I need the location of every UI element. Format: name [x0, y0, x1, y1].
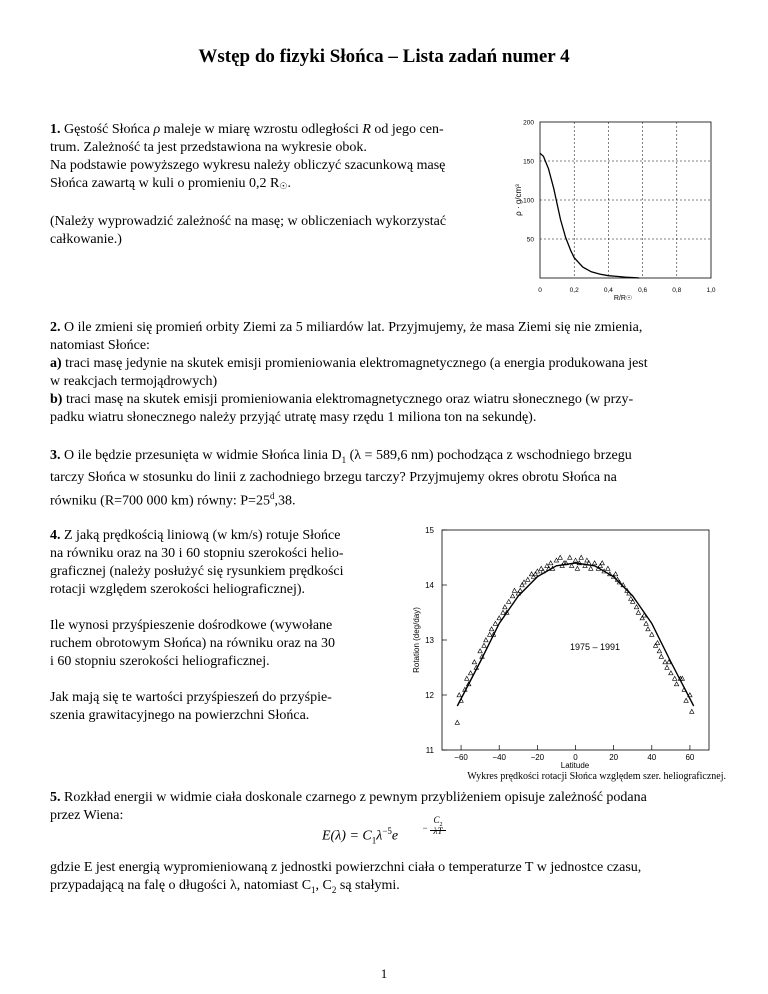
data-point — [646, 627, 650, 631]
x-tick-label: 60 — [685, 753, 695, 762]
density-chart — [505, 112, 725, 307]
text: Rozkład energii w widmie ciała doskonale czarnego z pewnym przybliżeniem opisuje zależność podana — [60, 790, 647, 805]
data-point — [558, 555, 562, 559]
density-curve — [540, 153, 639, 278]
data-point — [579, 555, 583, 559]
data-point — [510, 594, 514, 598]
data-point — [592, 561, 596, 565]
subscript: 1 — [311, 884, 316, 895]
text-line: szenia grawitacyjnego na powierzchni Słońca. — [50, 708, 310, 723]
x-tick-label: −40 — [492, 753, 507, 762]
item-label: b) — [50, 392, 63, 407]
text-line: całkowanie.) — [50, 232, 122, 247]
fraction-numerator: C — [433, 815, 440, 825]
y-tick-labels — [523, 120, 534, 244]
x-tick-label: 20 — [609, 753, 619, 762]
text-line: natomiast Słońce: — [50, 338, 150, 353]
data-point — [489, 627, 493, 631]
y-tick-label: 200 — [523, 119, 534, 127]
y-tick-label: 13 — [425, 636, 434, 645]
x-tick-label: 0,2 — [569, 287, 579, 294]
data-point — [613, 572, 617, 576]
axis-ticks — [442, 530, 690, 750]
text: (λ = 589,6 nm) pochodząca z wschodniego brzegu — [346, 448, 632, 463]
y-tick-label: 12 — [425, 691, 434, 700]
year-range-annotation: 1975 – 1991 — [570, 642, 621, 652]
data-point — [690, 709, 694, 713]
data-point — [575, 566, 579, 570]
rotation-chart-caption: Wykres prędkości rotacji Słońca względem szer. heliograficznej. — [467, 771, 726, 782]
text-line: trum. Zależność ta jest przedstawiona na wykresie obok. — [50, 140, 367, 155]
data-point — [665, 665, 669, 669]
text: od jego cen- — [370, 122, 444, 137]
x-tick-labels — [538, 287, 716, 294]
text: równiku (R=700 000 km) równy: P=25 — [50, 493, 270, 509]
y-tick-label: 11 — [425, 746, 434, 755]
item-label: a) — [50, 356, 62, 371]
text-line: Słońca zawartą w kuli o promieniu 0,2 R — [50, 176, 280, 191]
data-point — [501, 610, 505, 614]
subscript: 2 — [331, 884, 337, 895]
data-point — [455, 720, 459, 724]
text: przypadającą na falę o długości λ, natomiast C — [50, 878, 312, 893]
grid — [540, 122, 711, 278]
data-point — [673, 676, 677, 680]
rotation-chart — [405, 520, 725, 770]
data-point — [522, 580, 526, 584]
subscript: 1 — [371, 835, 377, 846]
e-symbol: e — [391, 828, 399, 844]
y-axis-label: Rotation (deg/day) — [412, 607, 421, 673]
x-tick-label: 40 — [647, 753, 657, 762]
data-point — [465, 676, 469, 680]
text: ,38. — [274, 493, 296, 509]
data-point — [533, 572, 537, 576]
text-line: na równiku oraz na 30 i 60 stopniu szerokości helio- — [50, 546, 344, 561]
problem-2-text — [50, 319, 726, 427]
data-point — [488, 632, 492, 636]
text: Z jaką prędkością liniową (w km/s) rotuje Słońce — [60, 528, 341, 543]
r-symbol: R — [362, 122, 371, 137]
data-point — [684, 698, 688, 702]
data-point — [636, 610, 640, 614]
x-tick-label: 0,4 — [603, 287, 613, 294]
lambda-symbol: λ — [376, 828, 383, 844]
rho-symbol: ρ — [153, 122, 161, 137]
data-point — [484, 638, 488, 642]
text: O ile zmieni się promień orbity Ziemi za 5 miliardów lat. Przyjmujemy, że masa Ziemi się nie zmienia, — [60, 320, 643, 335]
text-line: przez Wiena: — [50, 808, 124, 823]
problem-5-text — [50, 789, 726, 825]
text-line: Jak mają się te wartości przyśpieszeń do przyśpie- — [50, 690, 332, 705]
page-number: 1 — [380, 966, 388, 981]
x-tick-label: −20 — [530, 753, 545, 762]
text: , C — [315, 878, 332, 893]
data-point — [644, 621, 648, 625]
data-point — [674, 682, 678, 686]
text: traci masę na skutek emisji promieniowania elektromagnetycznego oraz wiatru słonecznego (w przy- — [62, 392, 634, 407]
data-point — [663, 660, 667, 664]
text: O ile będzie przesunięta w widmie Słońca linia D — [60, 448, 342, 463]
y-tick-label: 150 — [523, 158, 534, 166]
text-line: graficznej (należy posłużyć się rysunkiem prędkości — [50, 564, 344, 579]
minus-sign: − — [422, 823, 429, 833]
subscript: 1 — [341, 454, 347, 465]
sun-symbol: ☉ — [279, 181, 288, 191]
x-tick-label: −60 — [454, 753, 468, 762]
problem-5-description — [50, 859, 726, 899]
data-point — [482, 643, 486, 647]
y-tick-label: 50 — [526, 236, 534, 244]
data-point — [457, 693, 461, 697]
text-line: padku wiatru słonecznego należy przyjąć utratę masy rzędu 1 miliona ton na sekundę). — [50, 410, 537, 425]
text-line: tarczy Słońca w stosunku do linii z zachodniego brzegu tarczy? Przyjmujemy okres obrotu Słońca na — [50, 469, 617, 485]
text-line: gdzie E jest energią wypromieniowaną z jednostki powierzchni ciała o temperaturze T w jednostce czasu, — [50, 860, 642, 875]
problem-4-text — [50, 527, 390, 725]
text-line: ruchem obrotowym Słońca) na równiku oraz na 30 — [50, 636, 335, 651]
data-point — [669, 671, 673, 675]
x-axis-label: R/R☉ — [613, 295, 633, 302]
text: . — [287, 176, 291, 191]
text-line: Ile wynosi przyśpieszenie dośrodkowe (wywołane — [50, 618, 333, 633]
x-tick-label: 0 — [538, 287, 542, 294]
data-point — [526, 577, 530, 581]
fit-curve — [457, 563, 693, 706]
text-line: (Należy wyprowadzić zależność na masę; w obliczeniach wykorzystać — [50, 214, 447, 229]
problem-number: 4. — [50, 528, 61, 543]
subscript: 2 — [439, 821, 443, 828]
data-point — [600, 561, 604, 565]
data-point — [507, 599, 512, 603]
data-point — [518, 588, 522, 592]
y-tick-label: 15 — [425, 526, 434, 535]
x-tick-label: 1,0 — [706, 287, 716, 294]
exponent: −5 — [382, 826, 392, 836]
problem-3-text — [50, 447, 726, 510]
text: maleje w miarę wzrostu odległości — [160, 122, 363, 137]
data-point — [512, 588, 516, 592]
data-point — [659, 654, 663, 658]
data-point — [589, 566, 593, 570]
text: traci masę jedynie na skutek emisji promieniowania elektromagnetycznego (a energia produkowana jest — [61, 356, 648, 371]
problem-1-text — [50, 121, 500, 249]
data-point — [541, 569, 545, 573]
data-point — [629, 597, 633, 601]
formula-lhs: E(λ) = C — [322, 828, 372, 844]
superscript: d — [269, 490, 275, 501]
text-line: Na podstawie powyższego wykresu należy obliczyć szacunkową masę — [50, 158, 446, 173]
data-point — [585, 558, 589, 562]
x-tick-label: 0,8 — [672, 287, 682, 294]
problem-number: 2. — [50, 320, 61, 335]
data-point — [472, 660, 476, 664]
data-point — [655, 641, 659, 645]
data-point — [478, 649, 482, 653]
x-axis-label: Latitude — [560, 761, 590, 770]
x-tick-label: 0,6 — [638, 287, 648, 294]
data-point — [606, 566, 610, 570]
data-point — [634, 605, 638, 609]
problem-number: 1. — [50, 122, 61, 137]
page-title: Wstęp do fizyki Słońca – Lista zadań numer 4 — [198, 46, 570, 67]
y-tick-labels — [425, 526, 434, 755]
data-point — [573, 558, 577, 562]
text-line: rotacji względem szerokości heliograficznej). — [50, 582, 305, 597]
y-axis-label: ρ · g/cm³ — [514, 184, 523, 216]
data-point — [554, 558, 558, 562]
data-point — [549, 561, 553, 565]
data-point — [503, 605, 507, 609]
text-line: i 60 stopniu szerokości heliograficznej. — [50, 654, 270, 669]
text-line: w reakcjach termojądrowych) — [50, 374, 218, 389]
data-point — [657, 649, 661, 653]
y-tick-label: 100 — [523, 197, 534, 205]
fraction-denominator: λT — [433, 826, 443, 836]
data-point — [493, 621, 497, 625]
text: Gęstość Słońca — [60, 122, 154, 137]
data-point — [568, 555, 572, 559]
y-tick-label: 14 — [425, 581, 434, 590]
text: są stałymi. — [336, 878, 400, 893]
data-point — [650, 632, 654, 636]
data-point — [468, 671, 472, 675]
data-point — [497, 616, 501, 620]
problem-number: 3. — [50, 448, 61, 463]
problem-number: 5. — [50, 790, 61, 805]
x-tick-label: 0 — [573, 753, 578, 762]
